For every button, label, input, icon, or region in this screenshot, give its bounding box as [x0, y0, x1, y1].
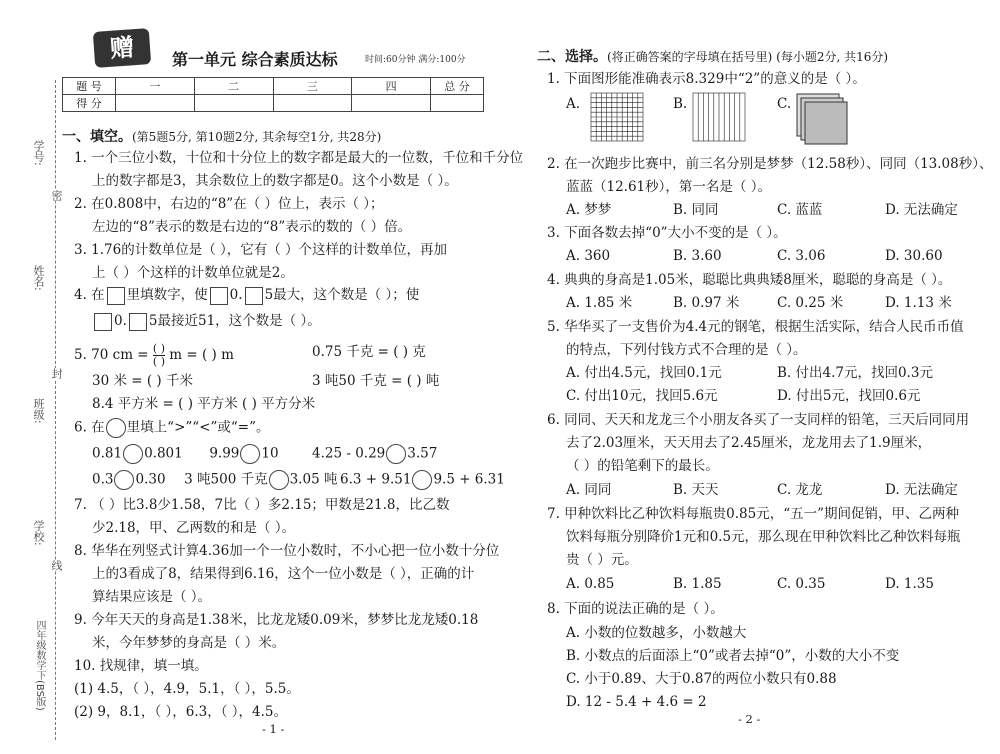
q2-line-1: 2. 在0.808中，右边的“8”在（ ）位上，表示（ ）； — [74, 196, 384, 212]
r-q5-opt-a[interactable]: A. 付出4.5元，找回0.1元 — [566, 365, 722, 381]
strip-figure-b[interactable] — [692, 92, 748, 144]
q9-line-1: 9. 今年天天的身高是1.38米，比龙龙矮0.09米，梦梦比龙龙矮0.18 — [74, 612, 479, 628]
q3-line-2: 上（ ）个这样的计数单位就是2。 — [92, 265, 294, 281]
r-q2-opt-d[interactable]: D. 无法确定 — [885, 202, 958, 218]
q6-value: 0.801 — [144, 445, 183, 462]
q6-row-1b — [312, 444, 437, 464]
r-q3-opt-c[interactable]: C. 3.06 — [777, 248, 826, 264]
r-q1-opt-a-label: A. — [566, 96, 581, 112]
q1-line-2: 上的数字都是3，其余数位上的数字都是0。这个小数是（ ）。 — [92, 173, 458, 189]
q6-value: 0.30 — [135, 471, 166, 488]
r-q6-opt-c[interactable]: C. 龙龙 — [777, 482, 823, 498]
q4-text: 5最大，这个数是（ ）；使 — [264, 287, 420, 303]
score-cell: 四 — [352, 78, 431, 95]
name-label: 姓名: — [32, 265, 45, 291]
q6-value: 4.25 - 0.29 — [312, 445, 386, 462]
q6-value: 3.57 — [407, 445, 438, 462]
q4-text: 0. — [114, 313, 127, 329]
fraction — [153, 343, 165, 368]
r-q8-opt-d[interactable]: D. 12 - 5.4 + 4.6 = 2 — [566, 694, 707, 710]
compare-circle[interactable] — [386, 444, 406, 464]
r-q2-stem-2: 蓝蓝（12.61秒），第一名是（ ）。 — [566, 179, 771, 195]
digit-box[interactable] — [245, 287, 263, 305]
score-cell: 题 号 — [63, 78, 116, 95]
r-q8-opt-a[interactable]: A. 小数的位数越多，小数越大 — [566, 625, 747, 641]
q6-value: 9.99 — [209, 445, 240, 462]
score-table — [62, 77, 484, 112]
r-q3-opt-b[interactable]: B. 3.60 — [673, 248, 722, 264]
score-table-score-row — [63, 95, 484, 112]
r-q2-opt-b[interactable]: B. 同同 — [673, 202, 719, 218]
r-q6-opt-d[interactable]: D. 无法确定 — [885, 482, 958, 498]
q8-line-2: 上的3看成了8，结果得到6.16，这个一位小数是（ ），正确的计 — [92, 566, 475, 582]
q5-e: 3 吨50 千克 = ( ) 吨 — [312, 373, 440, 389]
binding-dashed-line — [55, 80, 56, 740]
r-q2-opt-c[interactable]: C. 蓝蓝 — [777, 202, 823, 218]
r-q6-stem-2: 去了2.03厘米，天天用去了2.45厘米，龙龙用去了1.9厘米， — [566, 435, 932, 451]
class-label: 班级: — [32, 398, 45, 424]
time-score-meta: 时间:60分钟 满分:100分 — [365, 55, 466, 65]
page-number-1: - 1 - — [262, 722, 285, 736]
school-label: 学校: — [32, 520, 45, 546]
q1-line-1: 1. 一个三位小数，十位和十分位上的数字都是最大的一位数，千位和千分位 — [74, 150, 524, 166]
section-2-heading — [537, 46, 888, 66]
q4-text: 4. 在 — [74, 287, 105, 303]
q6-row-1 — [92, 444, 279, 464]
q2-line-2: 左边的“8”表示的数是右边的“8”表示的数的（ ）倍。 — [92, 219, 412, 235]
q6-value: 6.3 + 9.51 — [340, 471, 412, 488]
r-q5-opt-d[interactable]: D. 付出5元，找回0.6元 — [777, 388, 921, 404]
r-q1-stem: 1. 下面图形能准确表示8.329中“2”的意义的是（ ）。 — [547, 71, 866, 87]
score-input-cell[interactable] — [116, 95, 195, 112]
r-q8-opt-b[interactable]: B. 小数点的后面添上“0”或者去掉“0”，小数的大小不变 — [566, 648, 900, 664]
score-cell: 二 — [194, 78, 273, 95]
section-1-heading — [62, 126, 381, 146]
q7-line-1: 7. （ ）比3.8少1.58，7比（ ）多2.15；甲数是21.8，比乙数 — [74, 497, 450, 513]
r-q4-opt-c[interactable]: C. 0.25 米 — [777, 295, 844, 311]
r-q2-stem-1: 2. 在一次跑步比赛中，前三名分别是梦梦（12.58秒）、同同（13.08秒）、 — [547, 156, 993, 172]
q4-text: 0. — [229, 287, 243, 303]
q10-line-2: (1) 4.5，（ ），4.9，5.1，（ ），5.5。 — [74, 681, 300, 697]
q5-text: 5. 70 cm = — [74, 347, 149, 363]
q6-text: 6. 在 — [74, 419, 105, 436]
compare-circle[interactable] — [106, 418, 126, 438]
r-q3-opt-d[interactable]: D. 30.60 — [885, 248, 943, 264]
q6-value: 9.5 + 6.31 — [433, 471, 505, 488]
r-q7-opt-d[interactable]: D. 1.35 — [885, 576, 934, 592]
r-q7-stem-2: 饮料每瓶分别降价1元和0.5元，那么现在甲种饮料比乙种饮料每瓶 — [566, 529, 961, 545]
q6-line-1 — [74, 418, 270, 438]
q10-line-1: 10. 找规律，填一填。 — [74, 658, 208, 674]
r-q7-stem-3: 贵（ ）元。 — [566, 552, 638, 568]
section-1-title: 一、填空。 — [62, 129, 132, 145]
score-table-header-row — [63, 78, 484, 95]
square-figure-c[interactable] — [795, 92, 855, 148]
r-q8-stem: 8. 下面的说法正确的是（ ）。 — [547, 601, 724, 617]
r-q7-opt-b[interactable]: B. 1.85 — [673, 576, 722, 592]
r-q2-opt-a[interactable]: A. 梦梦 — [566, 202, 612, 218]
q9-line-2: 米，今年梦梦的身高是（ ）米。 — [92, 635, 286, 651]
q6-row-2b — [340, 470, 505, 490]
page-number-2: - 2 - — [738, 712, 761, 726]
r-q5-stem-1: 5. 华华买了一支售价为4.4元的钢笔，根据生活实际，结合人民币币值 — [547, 319, 964, 335]
score-cell: 总 分 — [431, 78, 484, 95]
q6-value: 0.3 — [92, 471, 114, 488]
grid-figure-a[interactable] — [590, 92, 646, 144]
r-q6-stem-3: （ ）的铅笔剩下的最长。 — [566, 458, 719, 474]
digit-box[interactable] — [107, 287, 125, 305]
q6-text: 里填上“>”“<”或“=”。 — [126, 419, 270, 436]
score-input-cell[interactable] — [273, 95, 352, 112]
q4-line-1 — [74, 286, 419, 305]
book-label: 四年级数学下(BS版) — [34, 620, 45, 711]
r-q7-opt-a[interactable]: A. 0.85 — [566, 576, 615, 592]
r-q1-opt-c-label: C. — [777, 96, 792, 112]
q5-d: 30 米 = ( ) 千米 — [92, 373, 193, 389]
fraction-numerator: ( ) — [152, 342, 165, 355]
compare-circle[interactable] — [123, 444, 143, 464]
r-q7-opt-c[interactable]: C. 0.35 — [777, 576, 826, 592]
cut-mark-xian: 线 — [50, 560, 63, 571]
r-q7-stem-1: 7. 甲种饮料比乙种饮料每瓶贵0.85元，“五一”期间促销，甲、乙两种 — [547, 506, 960, 522]
r-q6-opt-a[interactable]: A. 同同 — [566, 482, 612, 498]
score-input-cell[interactable] — [431, 95, 484, 112]
q10-line-3: (2) 9，8.1，（ ），6.3，（ ），4.5。 — [74, 704, 287, 720]
page-title: 第一单元 综合素质达标 — [172, 50, 338, 69]
q4-text: 5最接近51，这个数是（ ）。 — [148, 313, 321, 329]
r-q6-stem-1: 6. 同同、天天和龙龙三个小朋友各买了一支同样的铅笔，三天后同同用 — [547, 412, 970, 428]
fraction-denominator: ( ) — [152, 355, 165, 368]
score-input-cell[interactable] — [194, 95, 273, 112]
q4-line-2 — [92, 312, 321, 331]
q6-value: 10 — [261, 445, 279, 462]
r-q8-opt-c[interactable]: C. 小于0.89、大于0.87的两位小数只有0.88 — [566, 671, 837, 687]
r-q1-opt-b-label: B. — [673, 96, 688, 112]
r-q6-opt-b[interactable]: B. 天天 — [673, 482, 719, 498]
score-cell: 得 分 — [63, 95, 116, 112]
gift-badge: 赠 — [93, 28, 151, 68]
score-cell: 一 — [116, 78, 195, 95]
score-input-cell[interactable] — [352, 95, 431, 112]
compare-circle[interactable] — [412, 470, 432, 490]
student-id-label: 学号: — [32, 140, 45, 166]
r-q3-opt-a[interactable]: A. 360 — [566, 248, 611, 264]
section-1-note: (第5题5分, 第10题2分, 其余每空1分, 共28分) — [132, 130, 382, 144]
q5-f: 8.4 平方米 = ( ) 平方米 ( ) 平方分米 — [92, 396, 316, 412]
section-2-title: 二、选择。 — [537, 49, 607, 65]
q4-text: 里填数字，使 — [126, 287, 208, 303]
r-q4-opt-a[interactable]: A. 1.85 米 — [566, 295, 633, 311]
q6-value: 0.81 — [92, 445, 123, 462]
cut-mark-feng: 封 — [50, 368, 63, 379]
r-q5-opt-b[interactable]: B. 付出4.7元，找回0.3元 — [777, 365, 933, 381]
compare-circle[interactable] — [114, 470, 134, 490]
digit-box[interactable] — [129, 313, 147, 331]
q5-line-1 — [74, 343, 234, 368]
digit-box[interactable] — [94, 313, 112, 331]
r-q3-stem: 3. 下面各数去掉“0”大小不变的是（ ）。 — [547, 225, 787, 241]
q7-line-2: 少2.18，甲、乙两数的和是（ ）。 — [92, 520, 296, 536]
r-q4-opt-b[interactable]: B. 0.97 米 — [673, 295, 740, 311]
digit-box[interactable] — [210, 287, 228, 305]
compare-circle[interactable] — [269, 470, 289, 490]
q8-line-3: 算结果应该是（ ）。 — [92, 589, 212, 605]
q6-row-2 — [92, 470, 337, 490]
q6-value: 3 吨500 千克 — [184, 471, 268, 488]
q5-text: m = ( ) m — [169, 347, 234, 363]
q6-value: 3.05 吨 — [289, 471, 338, 488]
r-q5-opt-c[interactable]: C. 付出10元，找回5.6元 — [566, 388, 718, 404]
q8-line-1: 8. 华华在列竖式计算4.36加一个一位小数时，不小心把一位小数十分位 — [74, 543, 500, 559]
q3-line-1: 3. 1.76的计数单位是（ ），它有（ ）个这样的计数单位，再加 — [74, 242, 448, 258]
compare-circle[interactable] — [240, 444, 260, 464]
q5-c: 0.75 千克 = ( ) 克 — [312, 344, 426, 360]
score-cell: 三 — [273, 78, 352, 95]
r-q4-opt-d[interactable]: D. 1.13 米 — [885, 295, 952, 311]
r-q4-stem: 4. 典典的身高是1.05米，聪聪比典典矮8厘米，聪聪的身高是（ ）。 — [547, 272, 952, 288]
section-2-note: (将正确答案的字母填在括号里) (每小题2分, 共16分) — [607, 50, 889, 64]
r-q5-stem-2: 的特点，下列付钱方式不合理的是（ ）。 — [566, 342, 807, 358]
cut-mark-mi: 密 — [50, 190, 63, 201]
